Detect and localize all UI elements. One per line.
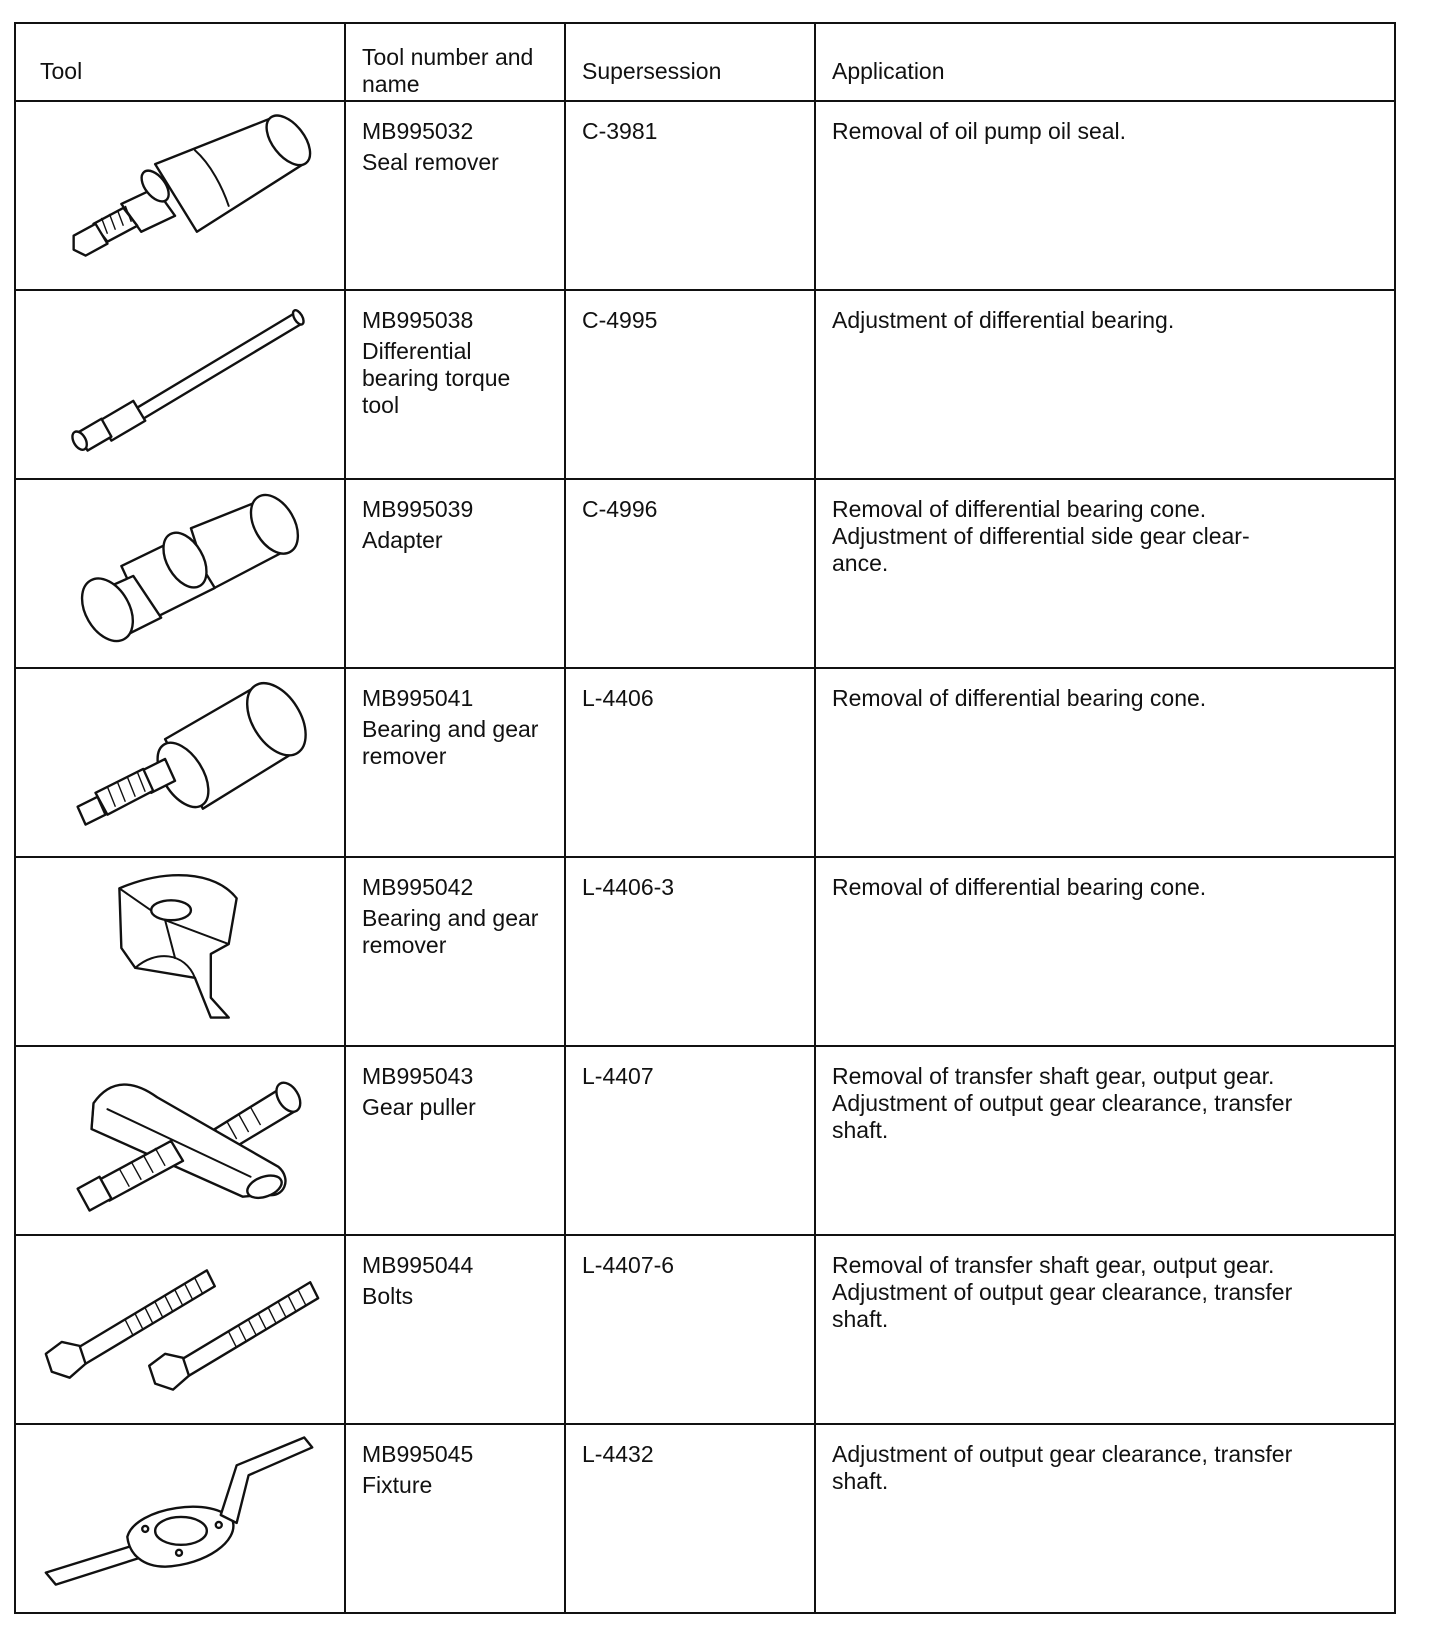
tool-name: Gear puller bbox=[362, 1094, 476, 1120]
tool-number: MB995039 bbox=[362, 496, 474, 522]
gear-puller-icon bbox=[16, 1047, 344, 1227]
table-row bbox=[15, 1235, 1395, 1424]
tool-name: Differential bearing torque tool bbox=[362, 338, 511, 418]
supersession-value: C-4995 bbox=[582, 307, 658, 333]
tool-illustration-cell bbox=[15, 1235, 345, 1424]
application-line: Removal of differential bearing cone. bbox=[832, 874, 1207, 900]
tool-name: Bolts bbox=[362, 1283, 414, 1309]
application-line: shaft. bbox=[832, 1468, 889, 1494]
tool-number-name-cell bbox=[345, 1235, 565, 1424]
application-line: ance. bbox=[832, 550, 889, 576]
table-header-row bbox=[15, 23, 1395, 101]
tool-number-name-cell bbox=[345, 479, 565, 668]
tool-illustration-cell bbox=[15, 668, 345, 857]
application-line: Adjustment of output gear clearance, transfer bbox=[832, 1279, 1293, 1305]
tool-number: MB995038 bbox=[362, 307, 474, 333]
tool-name: Seal remover bbox=[362, 149, 499, 175]
supersession-value: L-4432 bbox=[582, 1441, 654, 1467]
tool-number-name-cell bbox=[345, 668, 565, 857]
tool-number: MB995044 bbox=[362, 1252, 474, 1278]
tool-name: Bearing and gear remover bbox=[362, 905, 539, 958]
supersession-value: C-3981 bbox=[582, 118, 658, 144]
seal-remover-icon bbox=[16, 102, 344, 282]
table-row bbox=[15, 857, 1395, 1046]
supersession-cell bbox=[565, 479, 815, 668]
supersession-cell bbox=[565, 101, 815, 290]
application-line: Adjustment of differential bearing. bbox=[832, 307, 1175, 333]
application-cell bbox=[815, 479, 1395, 668]
tool-illustration-cell bbox=[15, 479, 345, 668]
tool-name: Adapter bbox=[362, 527, 443, 553]
tool-number-name-cell bbox=[345, 857, 565, 1046]
supersession-value: L-4406 bbox=[582, 685, 654, 711]
table-row bbox=[15, 101, 1395, 290]
tool-illustration-cell bbox=[15, 1046, 345, 1235]
split-collet-icon bbox=[16, 858, 344, 1038]
bearing-remover-icon bbox=[16, 669, 344, 849]
application-cell bbox=[815, 1424, 1395, 1613]
header-supersession: Supersession bbox=[565, 23, 815, 101]
application-line: Removal of transfer shaft gear, output gear. bbox=[832, 1252, 1275, 1278]
tool-number: MB995043 bbox=[362, 1063, 474, 1089]
tool-illustration-cell bbox=[15, 290, 345, 479]
tool-illustration-cell bbox=[15, 101, 345, 290]
supersession-cell bbox=[565, 857, 815, 1046]
tool-number: MB995032 bbox=[362, 118, 474, 144]
application-cell bbox=[815, 1046, 1395, 1235]
application-line: Removal of differential bearing cone. bbox=[832, 496, 1207, 522]
torque-tool-icon bbox=[16, 291, 344, 471]
header-application: Application bbox=[815, 23, 1395, 101]
table-row bbox=[15, 1424, 1395, 1613]
supersession-cell bbox=[565, 1424, 815, 1613]
supersession-cell bbox=[565, 1046, 815, 1235]
tool-name: Fixture bbox=[362, 1472, 433, 1498]
supersession-value: L-4407 bbox=[582, 1063, 654, 1089]
tool-number-name-cell bbox=[345, 101, 565, 290]
tool-number: MB995041 bbox=[362, 685, 474, 711]
application-line: shaft. bbox=[832, 1117, 889, 1143]
application-cell bbox=[815, 668, 1395, 857]
supersession-value: L-4407-6 bbox=[582, 1252, 675, 1278]
table-row bbox=[15, 1046, 1395, 1235]
application-line: Removal of transfer shaft gear, output gear. bbox=[832, 1063, 1275, 1089]
supersession-value: L-4406-3 bbox=[582, 874, 675, 900]
tool-number: MB995042 bbox=[362, 874, 474, 900]
tool-illustration-cell bbox=[15, 857, 345, 1046]
supersession-cell bbox=[565, 290, 815, 479]
application-line: Adjustment of differential side gear clear- bbox=[832, 523, 1250, 549]
fixture-icon bbox=[16, 1425, 344, 1605]
adapter-icon bbox=[16, 480, 344, 660]
header-number-name: Tool number and name bbox=[345, 23, 565, 101]
table-row bbox=[15, 479, 1395, 668]
tool-number-name-cell bbox=[345, 290, 565, 479]
application-cell bbox=[815, 1235, 1395, 1424]
table-row bbox=[15, 668, 1395, 857]
tool-name: Bearing and gear remover bbox=[362, 716, 539, 769]
application-line: Adjustment of output gear clearance, transfer bbox=[832, 1090, 1293, 1116]
application-line: shaft. bbox=[832, 1306, 889, 1332]
application-line: Removal of differential bearing cone. bbox=[832, 685, 1207, 711]
tool-number: MB995045 bbox=[362, 1441, 474, 1467]
bolts-icon bbox=[16, 1236, 344, 1416]
application-line: Adjustment of output gear clearance, transfer bbox=[832, 1441, 1293, 1467]
supersession-value: C-4996 bbox=[582, 496, 658, 522]
application-cell bbox=[815, 290, 1395, 479]
tool-illustration-cell bbox=[15, 1424, 345, 1613]
application-cell bbox=[815, 101, 1395, 290]
tool-number-name-cell bbox=[345, 1424, 565, 1613]
special-tools-table bbox=[14, 22, 1396, 1614]
table-row bbox=[15, 290, 1395, 479]
application-line: Removal of oil pump oil seal. bbox=[832, 118, 1127, 144]
supersession-cell bbox=[565, 668, 815, 857]
supersession-cell bbox=[565, 1235, 815, 1424]
tool-number-name-cell bbox=[345, 1046, 565, 1235]
application-cell bbox=[815, 857, 1395, 1046]
header-tool: Tool bbox=[15, 23, 345, 101]
